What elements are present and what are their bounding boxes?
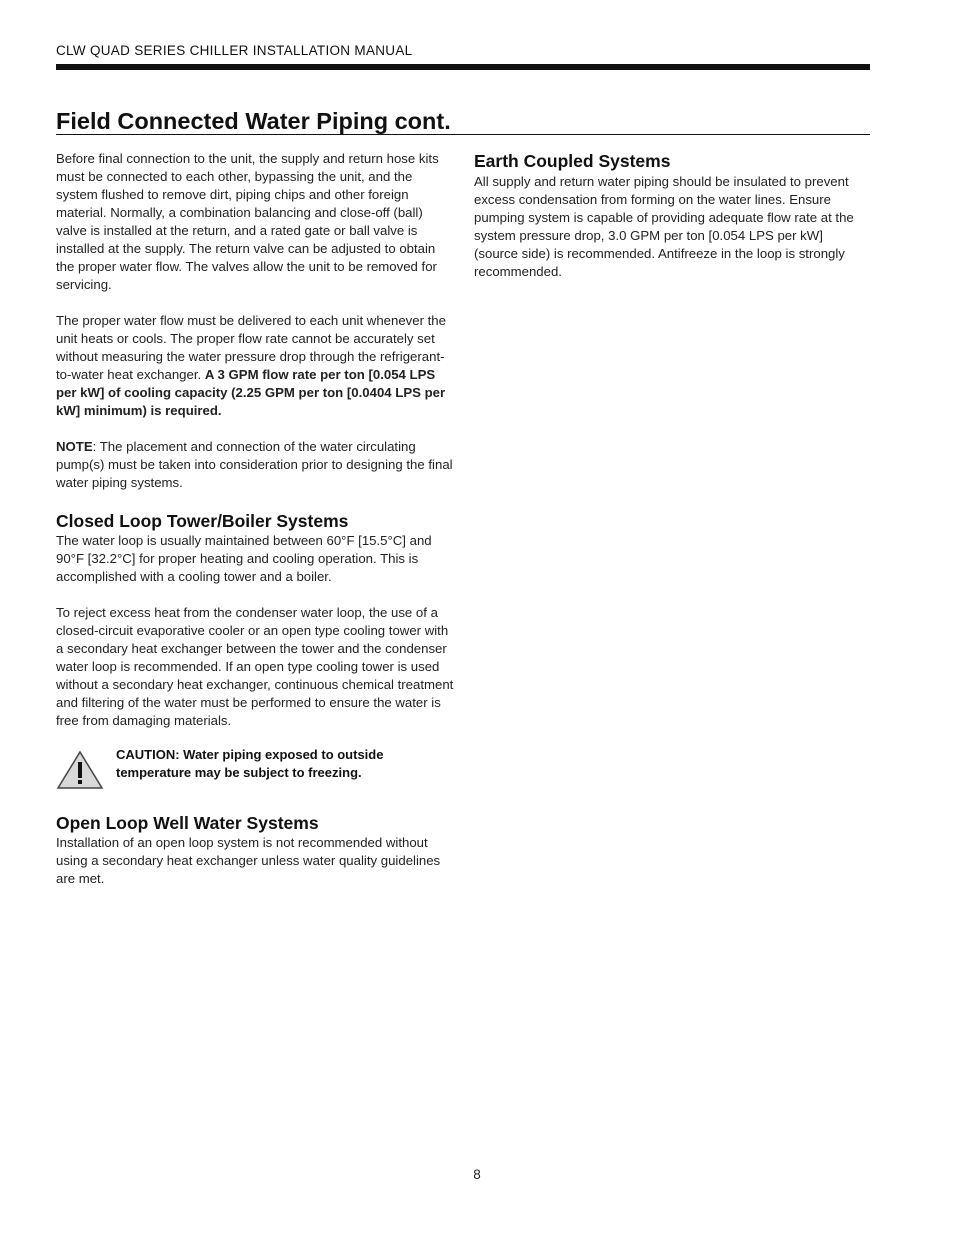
intro-paragraph: Before final connection to the unit, the supply and return hose kits must be connected to each other, bypassing the unit, and the system flushed to remove dirt, piping chips and other foreign material. Normally, a combination balancing and close-off (ball) valve is installed at the return, and a rated gate or ball valve is installed at the supply. The return valve can be adjusted to obtain the proper water flow. The valves allow the unit to be removed for servicing. [56,151,439,292]
right-column [474,150,870,299]
closed-loop-paragraph-1: The water loop is usually maintained between 60°F [15.5°C] and 90°F [32.2°C] for proper heating and cooling operation. This is accomplished with a cooling tower and a boiler. [56,533,432,584]
note-text: : The placement and connection of the water circulating pump(s) must be taken into consideration prior to designing the final water piping systems. [56,439,453,490]
flow-paragraph-text: The proper water flow must be delivered to each unit whenever the unit heats or cools. The proper flow rate cannot be accurately set without measuring the water pressure drop through the refrigerant-to-water heat exchanger. [56,313,446,382]
note-paragraph [56,438,456,492]
header-rule [56,64,870,70]
left-column [56,150,456,906]
flow-requirement-bold: A 3 GPM flow rate per ton [0.054 LPS per kW] of cooling capacity (2.25 GPM per ton [0.0404 LPS per kW] minimum) is required. [56,367,446,418]
open-loop-heading: Open Loop Well Water Systems [56,813,319,833]
page-number: 8 [473,1167,481,1182]
earth-coupled-heading: Earth Coupled Systems [474,151,671,171]
flow-paragraph [56,312,456,420]
title-rule [56,134,870,135]
open-loop-paragraph: Installation of an open loop system is not recommended without using a secondary heat exchanger unless water quality guidelines are met. [56,835,441,886]
manual-header-title: CLW QUAD SERIES CHILLER INSTALLATION MANUAL [56,43,413,58]
earth-coupled-paragraph: All supply and return water piping should be insulated to prevent excess condensation from forming on the water lines. Ensure pumping system is capable of providing adequate flow rate at the system pressure drop, 3.0 GPM per ton [0.054 LPS per kW] (source side) is recommended. Antifreeze in the loop is strongly recommended. [474,174,854,279]
caution-text: CAUTION: Water piping exposed to outside temperature may be subject to freezing. [116,747,384,780]
closed-loop-paragraph-2: To reject excess heat from the condenser water loop, the use of a closed-circuit evaporative cooler or an open type cooling tower with a secondary heat exchanger between the tower and the condenser water loop is recommended. If an open type cooling tower is used without a secondary heat exchanger, continuous chemical treatment and filtering of the water must be performed to ensure the water is free from damaging materials. [56,605,454,728]
closed-loop-heading: Closed Loop Tower/Boiler Systems [56,511,349,531]
warning-triangle-icon [56,750,104,790]
page-title: Field Connected Water Piping cont. [56,108,451,134]
caution-box [56,746,456,790]
note-label: NOTE [56,439,93,454]
